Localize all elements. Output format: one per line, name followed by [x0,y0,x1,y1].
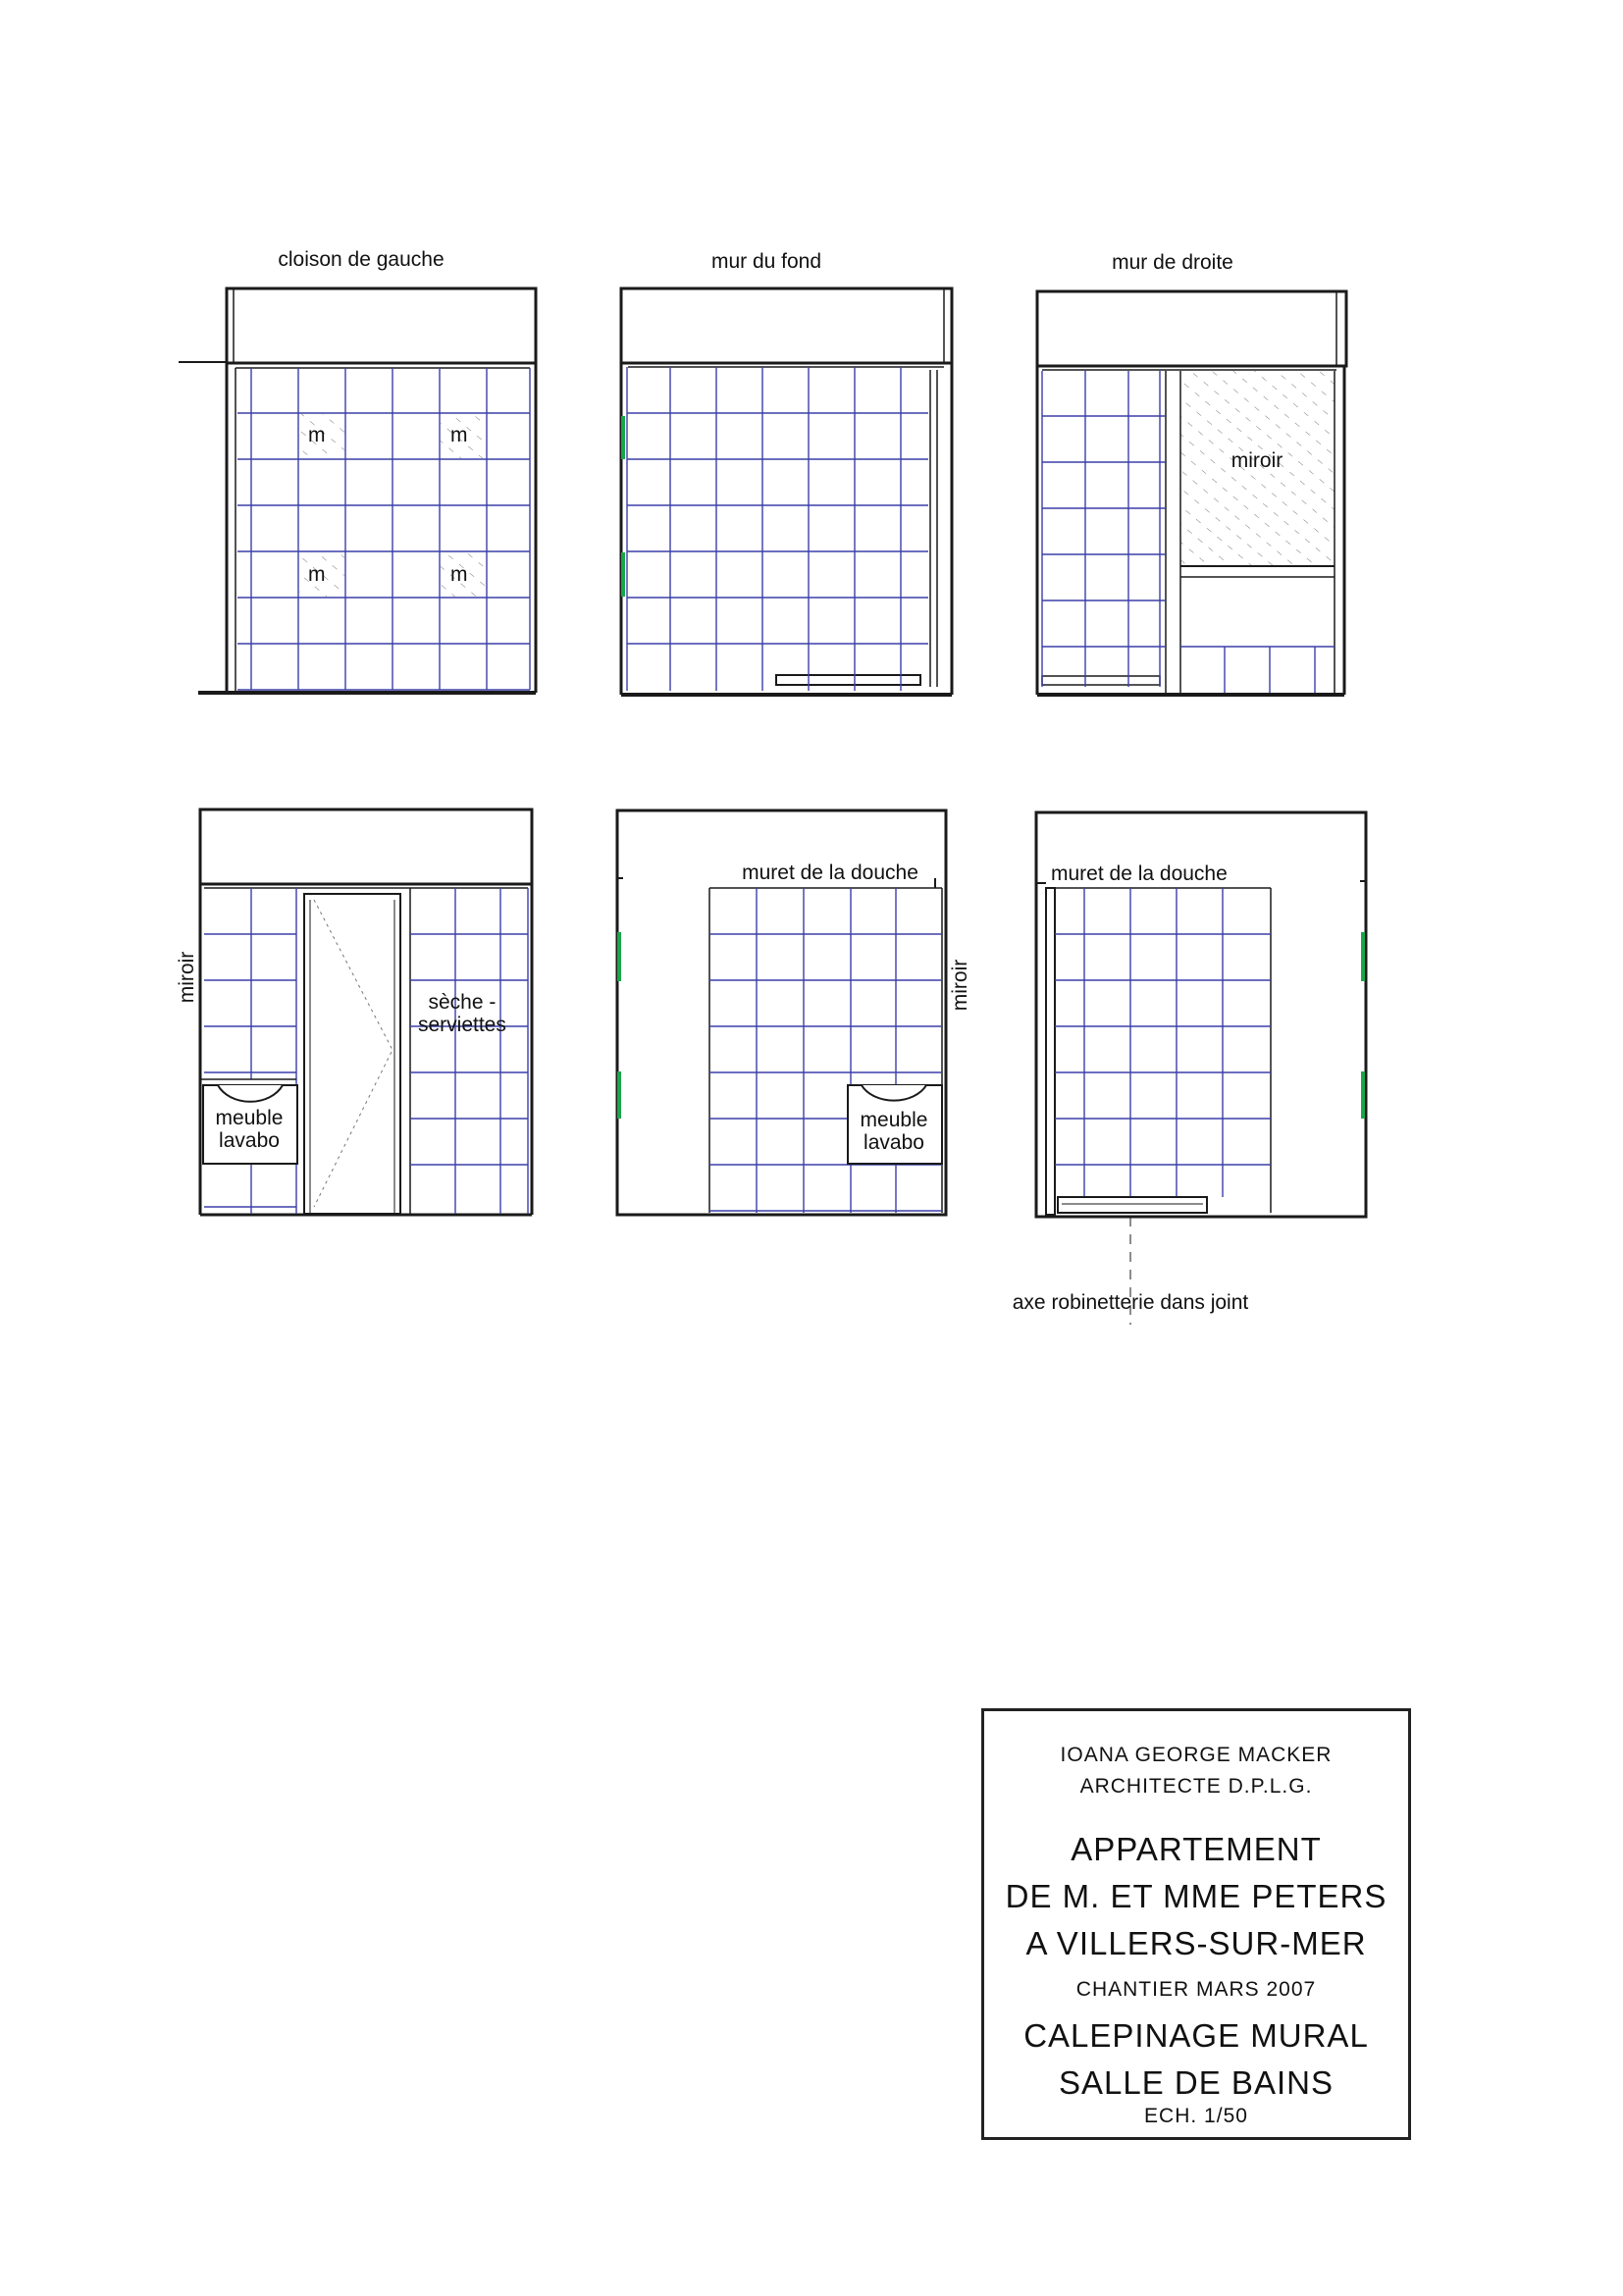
title-left-partition: cloison de gauche [278,248,445,271]
title-right-wall: mur de droite [1112,251,1233,274]
tile-grid-e4 [204,888,528,1214]
drawing-title-1: CALEPINAGE MURAL [1023,2017,1369,2054]
mirror-tile-label: m [450,424,468,446]
drawing-title-2: SALLE DE BAINS [1059,2064,1334,2101]
tile-grid-e1 [237,368,530,690]
title-shower-wall-b: muret de la douche [1051,862,1228,885]
elevation-left-partition [179,288,536,693]
project-line-2: DE M. ET MME PETERS [1005,1878,1387,1914]
mirror-label: miroir [1230,449,1283,472]
architect-title: ARCHITECTE D.P.L.G. [1079,1775,1313,1798]
vanity-label: meuble lavabo [860,1109,928,1154]
mirror-side-label: miroir [176,951,198,1004]
tile-grid-e6 [1055,888,1271,1197]
mirror-side-label: miroir [949,959,971,1012]
mirror-tile-label: m [450,563,468,586]
project-line-1: APPARTEMENT [1071,1831,1322,1867]
project-line-3: A VILLERS-SUR-MER [1025,1925,1367,1961]
title-shower-wall-a: muret de la douche [742,861,918,884]
elevation-shower-wall-b [1036,812,1366,1325]
site-date: CHANTIER MARS 2007 [1075,1978,1317,2001]
elevation-right-wall [1037,291,1346,695]
scale: ECH. 1/50 [1144,2105,1248,2127]
mirror-tile-label: m [308,424,326,446]
elevation-back-wall [621,288,952,695]
faucet-axis-note: axe robinetterie dans joint [1012,1291,1249,1314]
tile-grid-e2 [627,367,928,691]
vanity-label: meuble lavabo [215,1107,284,1152]
title-back-wall: mur du fond [710,250,822,273]
title-block [981,1708,1411,2140]
architect-name: IOANA GEORGE MACKER [1060,1744,1333,1766]
mirror-tile-label: m [308,563,326,586]
towel-dryer-label: sèche - serviettes [418,991,506,1036]
